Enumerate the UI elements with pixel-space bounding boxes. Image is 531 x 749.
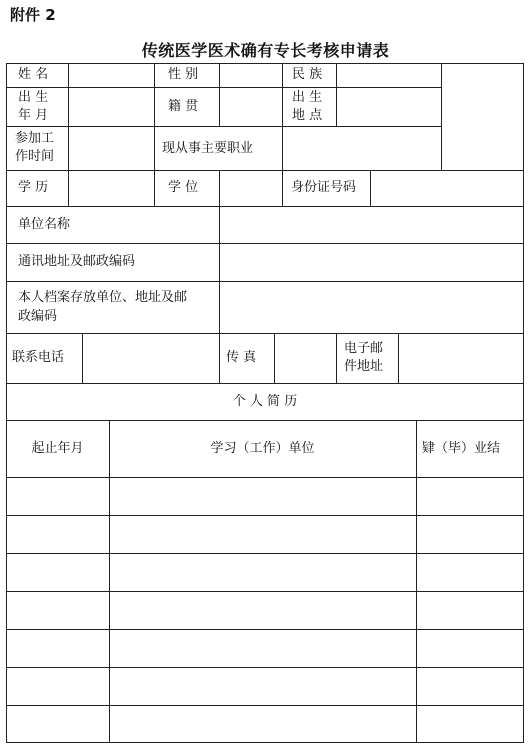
row-divider: [6, 243, 524, 244]
attachment-label: 附件 2: [10, 6, 56, 24]
column-divider: [68, 63, 69, 170]
column-divider: [282, 63, 283, 206]
column-divider: [219, 333, 220, 383]
column-divider: [370, 170, 371, 206]
ethnicity-label: 民 族: [292, 67, 323, 82]
column-divider: [336, 333, 337, 383]
resume-col-unit: 学习（工作）单位: [210, 441, 315, 456]
row-divider: [6, 333, 524, 334]
resume-col-completion: 肄（毕）业结: [422, 441, 501, 456]
column-divider: [68, 170, 69, 206]
work-start-label-line2: 作时间: [15, 149, 55, 164]
row-divider: [6, 420, 524, 421]
column-divider: [336, 63, 337, 126]
column-divider: [154, 63, 155, 170]
gender-label: 性 别: [168, 67, 199, 82]
column-divider: [219, 170, 220, 206]
birth-date-label-line1: 出 生: [18, 90, 49, 105]
row-divider: [6, 591, 524, 592]
column-divider: [398, 333, 399, 383]
column-divider: [219, 206, 220, 333]
phone-label: 联系电话: [12, 350, 65, 365]
fax-label: 传 真: [226, 350, 257, 365]
resume-col-period: 起止年月: [31, 441, 84, 456]
column-divider: [109, 420, 110, 743]
name-label: 姓 名: [18, 67, 49, 82]
archive-label-line1: 本人档案存放单位、地址及邮: [18, 290, 188, 305]
row-divider: [6, 629, 524, 630]
mailing-address-label: 通讯地址及邮政编码: [18, 254, 136, 269]
row-divider: [6, 477, 524, 478]
email-label-line2: 件地址: [344, 359, 384, 374]
row-divider: [6, 705, 524, 706]
work-start-label-line1: 参加工: [15, 131, 55, 146]
column-divider: [441, 63, 442, 170]
column-divider: [274, 333, 275, 383]
archive-label-line2: 政编码: [18, 309, 58, 324]
row-divider: [6, 170, 524, 171]
row-divider: [6, 281, 524, 282]
row-divider: [6, 206, 524, 207]
education-label: 学 历: [18, 180, 49, 195]
birthplace-label-line1: 出 生: [292, 90, 323, 105]
id-number-label: 身份证号码: [291, 180, 357, 195]
row-divider: [6, 667, 524, 668]
row-divider: [6, 87, 441, 88]
row-divider: [6, 126, 441, 127]
row-divider: [6, 553, 524, 554]
form-title: 传统医学医术确有专长考核申请表: [141, 41, 390, 60]
birth-date-label-line2: 年 月: [18, 108, 49, 123]
column-divider: [82, 333, 83, 383]
column-divider: [154, 170, 155, 206]
column-divider: [219, 63, 220, 126]
degree-label: 学 位: [168, 180, 199, 195]
column-divider: [416, 420, 417, 743]
employer-label: 单位名称: [18, 217, 71, 232]
row-divider: [6, 383, 524, 384]
email-label-line1: 电子邮: [344, 341, 384, 356]
row-divider: [6, 515, 524, 516]
native-place-label: 籍 贯: [168, 99, 199, 114]
resume-section-title: 个 人 简 历: [232, 394, 298, 409]
birthplace-label-line2: 地 点: [292, 108, 323, 123]
current-job-label: 现从事主要职业: [162, 141, 254, 156]
